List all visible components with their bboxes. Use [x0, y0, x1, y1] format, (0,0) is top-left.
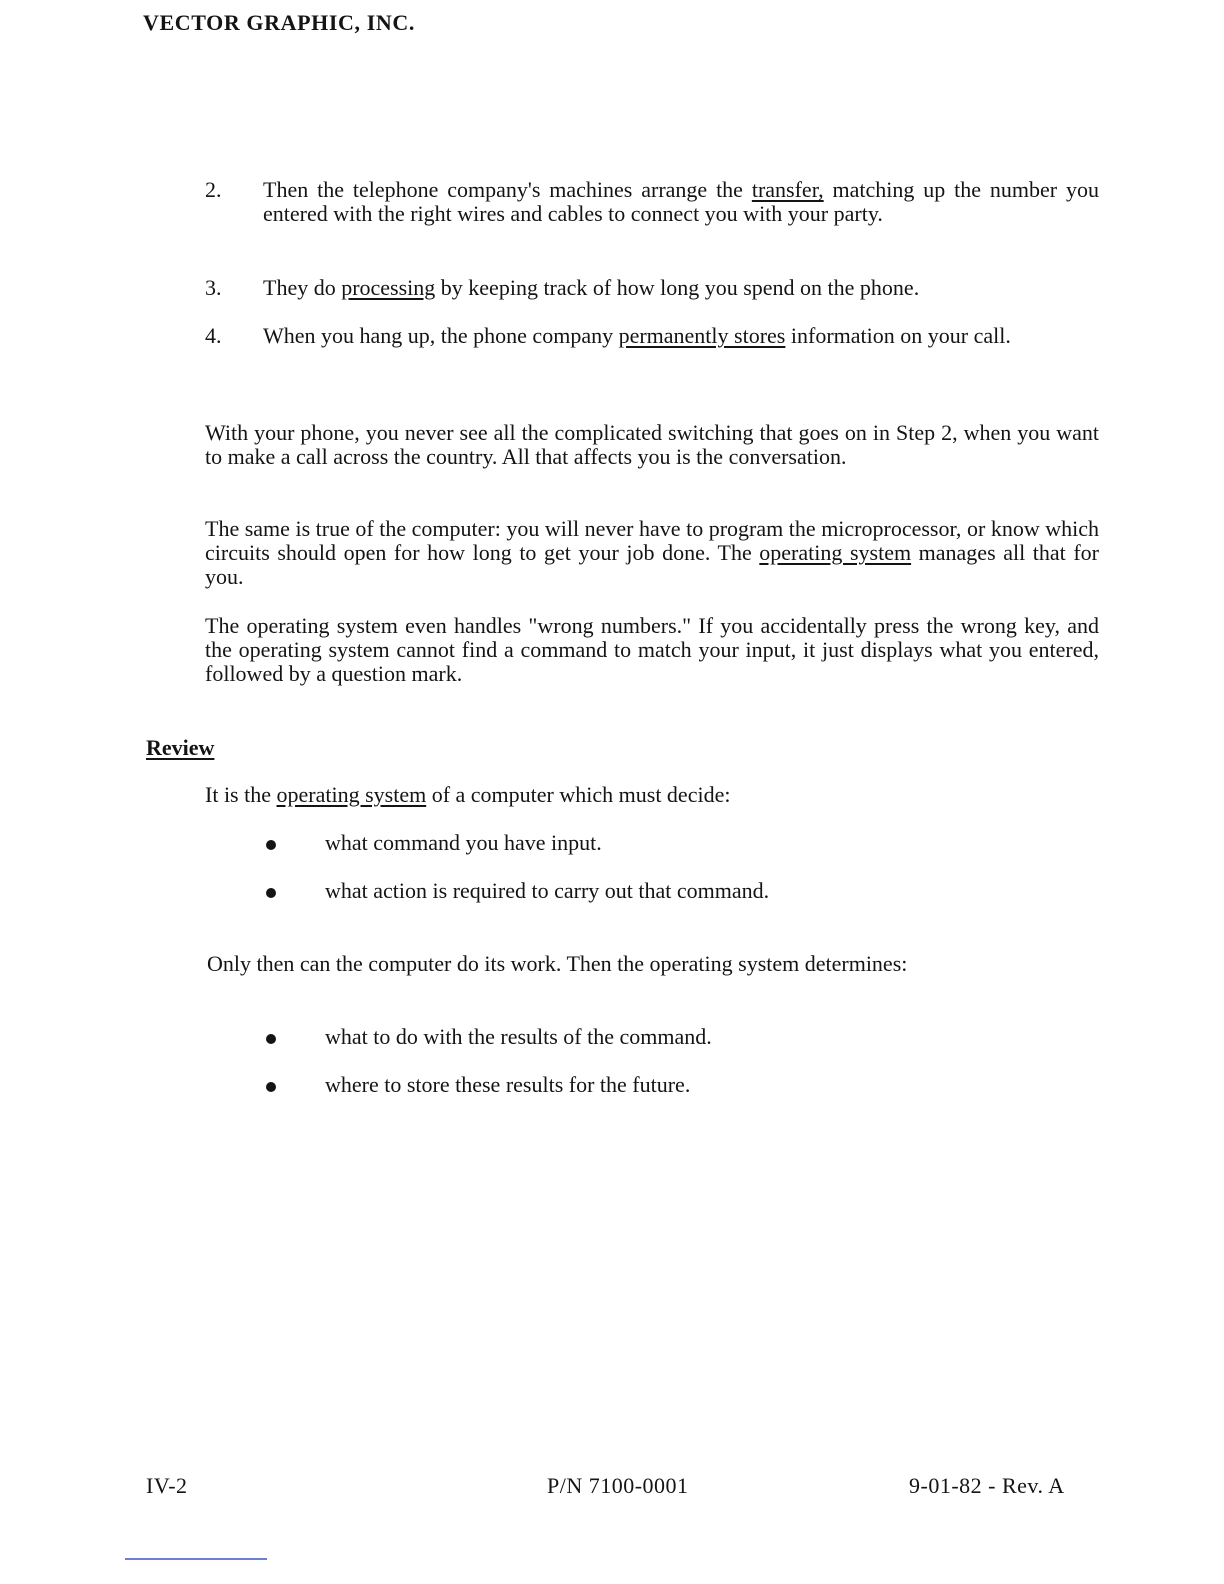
footer-rule [125, 1558, 267, 1560]
footer-date-revision: 9-01-82 - Rev. A [909, 1473, 1065, 1498]
paragraph-wrong-numbers: The operating system even handles "wrong numbers." If you accidentally press the wrong key, and the operating system cannot find a command to match your input, it just displays what you entered, followed by a question mark. [205, 613, 1099, 686]
step-text: Then the telephone company's machines arrange the transfer, matching up the number you entered with the right wires and cables to connect you with your party. [263, 177, 1100, 226]
list-item: where to store these results for the future. [266, 1073, 966, 1097]
step-number: 4. [205, 323, 222, 348]
paragraph-phone-switching: With your phone, you never see all the complicated switching that goes on in Step 2, when you want to make a call across the country. All that affects you is the conversation. [205, 420, 1099, 469]
step-item-4 [205, 324, 1099, 372]
key-term: operating system [276, 782, 427, 807]
list-item: what command you have input. [266, 831, 966, 855]
key-term: permanently stores [618, 323, 786, 348]
step-text: They do processing by keeping track of how long you spend on the phone. [263, 275, 920, 300]
list-item: what action is required to carry out that command. [266, 879, 966, 903]
key-term: operating system [759, 540, 912, 565]
key-term: transfer, [751, 177, 824, 202]
key-term: processing [341, 275, 436, 300]
bullet-icon [266, 888, 276, 898]
review-then-text: Only then can the computer do its work. Then the operating system determines: [207, 951, 908, 976]
company-header: VECTOR GRAPHIC, INC. [143, 10, 415, 35]
step-item-3 [205, 276, 1099, 300]
paragraph-computer-os: The same is true of the computer: you will never have to program the microprocessor, or know which circuits should open for how long to get your job done. The operating system manages all that for you. [205, 516, 1099, 589]
footer-page-number: IV-2 [146, 1473, 188, 1498]
footer-part-number: P/N 7100-0001 [547, 1473, 689, 1498]
step-number: 3. [205, 275, 222, 300]
bullet-icon [266, 840, 276, 850]
bullet-icon [266, 1082, 276, 1092]
list-item: what to do with the results of the command. [266, 1025, 966, 1049]
step-number: 2. [205, 177, 222, 202]
bullet-icon [266, 1034, 276, 1044]
review-heading: Review [146, 735, 215, 760]
review-intro: It is the operating system of a computer which must decide: [205, 782, 731, 807]
step-item-2 [205, 178, 1099, 250]
step-text: When you hang up, the phone company permanently stores information on your call. [263, 323, 1011, 348]
